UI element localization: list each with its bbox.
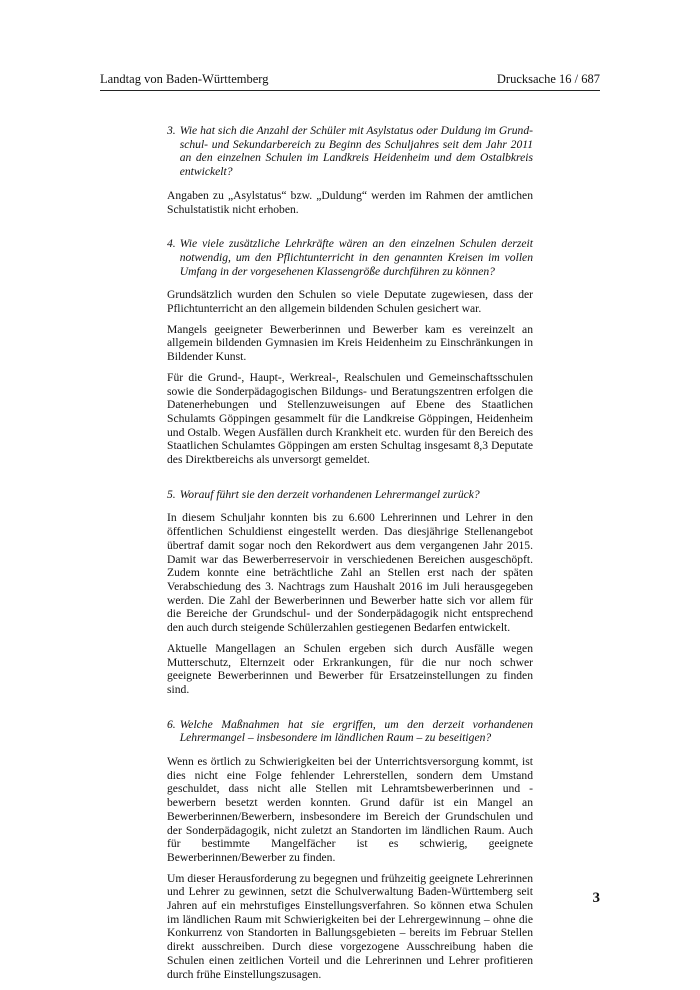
answer-paragraph: Für die Grund-, Haupt-, Werkreal-, Realschulen und Gemeinschaftsschulen sowie die Sonderpädagogischen Bildungs- und Beratungszentren erfolgen die Datenerhebungen und Stellenzuweisungen auf Ebene des Staatlichen Schulamts Göppingen gesammelt für die Landkreise Göppingen, Heidenheim und Ostalb. Wegen Ausfällen durch Krankheit etc. wurden für den Bereich des Staatlichen Schulamtes Göppingen am ersten Schultag insgesamt 8,3 Deputate des Direktbereichs als unversorgt gemeldet. [167,370,533,467]
answer-paragraph: Angaben zu „Asylstatus“ bzw. „Duldung“ werden im Rahmen der amtlichen Schulstatistik nicht erhoben. [167,188,533,216]
header-right: Drucksache 16 / 687 [496,72,600,86]
question-text: Wie viele zusätzliche Lehrkräfte wären an den einzelnen Schulen derzeit notwendig, um den Pflichtunterricht in den genannten Kreisen im vollen Umfang in der vorgesehenen Klassengröße durchführen zu können? [179,237,533,278]
question-number: 3. [167,124,176,137]
question-3 [167,124,533,179]
answer-paragraph: Wenn es örtlich zu Schwierigkeiten bei der Unterrichtsversorgung kommt, ist dies nicht eine Folge fehlender Lehrerstellen, sondern dem Umstand geschuldet, dass nicht alle Stellen mit Lehramtsbewerberinnen und -bewerbern besetzt werden konnten. Grund dafür ist ein Mangel an Bewerberinnen/Bewerbern, insbesondere im Bereich der Grundschulen und der Sonderpädagogik, nicht zuletzt an Standorten im ländlichen Raum. Auch für bestimmte Mangelfächer ist es schwierig, geeignete Bewerberinnen/Bewerber zu finden. [167,755,533,864]
section-4 [167,237,533,467]
question-text: Welche Maßnahmen hat sie ergriffen, um den derzeit vorhandenen Lehrermangel – insbesondere im ländlichen Raum – zu beseitigen? [179,717,533,745]
question-4 [167,237,533,278]
page-header [100,72,600,91]
header-left: Landtag von Baden-Württemberg [100,72,269,86]
section-6 [167,718,533,982]
question-text: Wie hat sich die Anzahl der Schüler mit Asylstatus oder Duldung im Grund-schul- und Sekundarbereich zu Beginn des Schuljahres seit dem Jahr 2011 an den einzelnen Schulen im Landkreis Heidenheim und dem Ostalbkreis entwickelt? [179,124,533,179]
page-body [167,124,533,988]
answer-paragraph: Um dieser Herausforderung zu begegnen und frühzeitig geeignete Lehrerinnen und Lehrer zu gewinnen, setzt die Schulverwaltung Baden-Württemberg seit Jahren auf ein mehrstufiges Einstellungsverfahren. So können etwa Schulen im ländlichen Raum mit Schwierigkeiten bei der Lehrergewinnung – ohne die Konkurrenz von Standorten in Ballungsgebieten – bereits im Februar Stellen direkt ausschreiben. Durch diese vorgezogene Ausschreibung haben die Schulen einen zeitlichen Vorteil und die Lehrerinnen und Lehrer profitieren durch frühe Einstellungszusagen. [167,871,533,981]
section-5 [167,488,533,697]
section-3 [167,124,533,216]
answer-paragraph: In diesem Schuljahr konnten bis zu 6.600 Lehrerinnen und Lehrer in den öffentlichen Schuldienst eingestellt werden. Das diesjährige Stellenangebot übertraf damit sogar noch den Rekordwert aus dem vergangenen Jahr 2015. Damit war das Bewerberreservoir in verschiedenen Bereichen ausgeschöpft. Zudem konnte eine beträchtliche Zahl an Stellen erst nach der späten Verabschiedung des 3. Nachtrags zum Haushalt 2016 im Juli herausgegeben werden. Die Zahl der Bewerberinnen und Bewerber hatte sich vor allem für die Bereiche der Grundschul- und der Sonderpädagogik nicht entsprechend den auch durch steigende Schülerzahlen gestiegenen Bedarfen entwickelt. [167,511,533,635]
question-text: Worauf führt sie den derzeit vorhandenen Lehrermangel zurück? [179,487,480,501]
answer-paragraph: Aktuelle Mangellagen an Schulen ergeben sich durch Ausfälle wegen Mutterschutz, Elternzeit oder Erkrankungen, für die nur noch schwer geeignete Bewerberinnen und Bewerber für Ersatzeinstellungen zu finden sind. [167,641,533,696]
question-number: 5. [167,487,176,501]
question-number: 4. [167,237,176,251]
question-6 [167,718,533,745]
answer-paragraph: Mangels geeigneter Bewerberinnen und Bewerber kam es vereinzelt an allgemein bildenden Gymnasien im Kreis Heidenheim zu Einschränkungen in Bildender Kunst. [167,322,533,364]
answer-paragraph: Grundsätzlich wurden den Schulen so viele Deputate zugewiesen, dass der Pflichtunterricht an den allgemein bildenden Schulen gesichert war. [167,288,533,316]
question-5 [167,488,533,502]
page-number: 3 [592,890,600,906]
question-number: 6. [167,717,176,731]
